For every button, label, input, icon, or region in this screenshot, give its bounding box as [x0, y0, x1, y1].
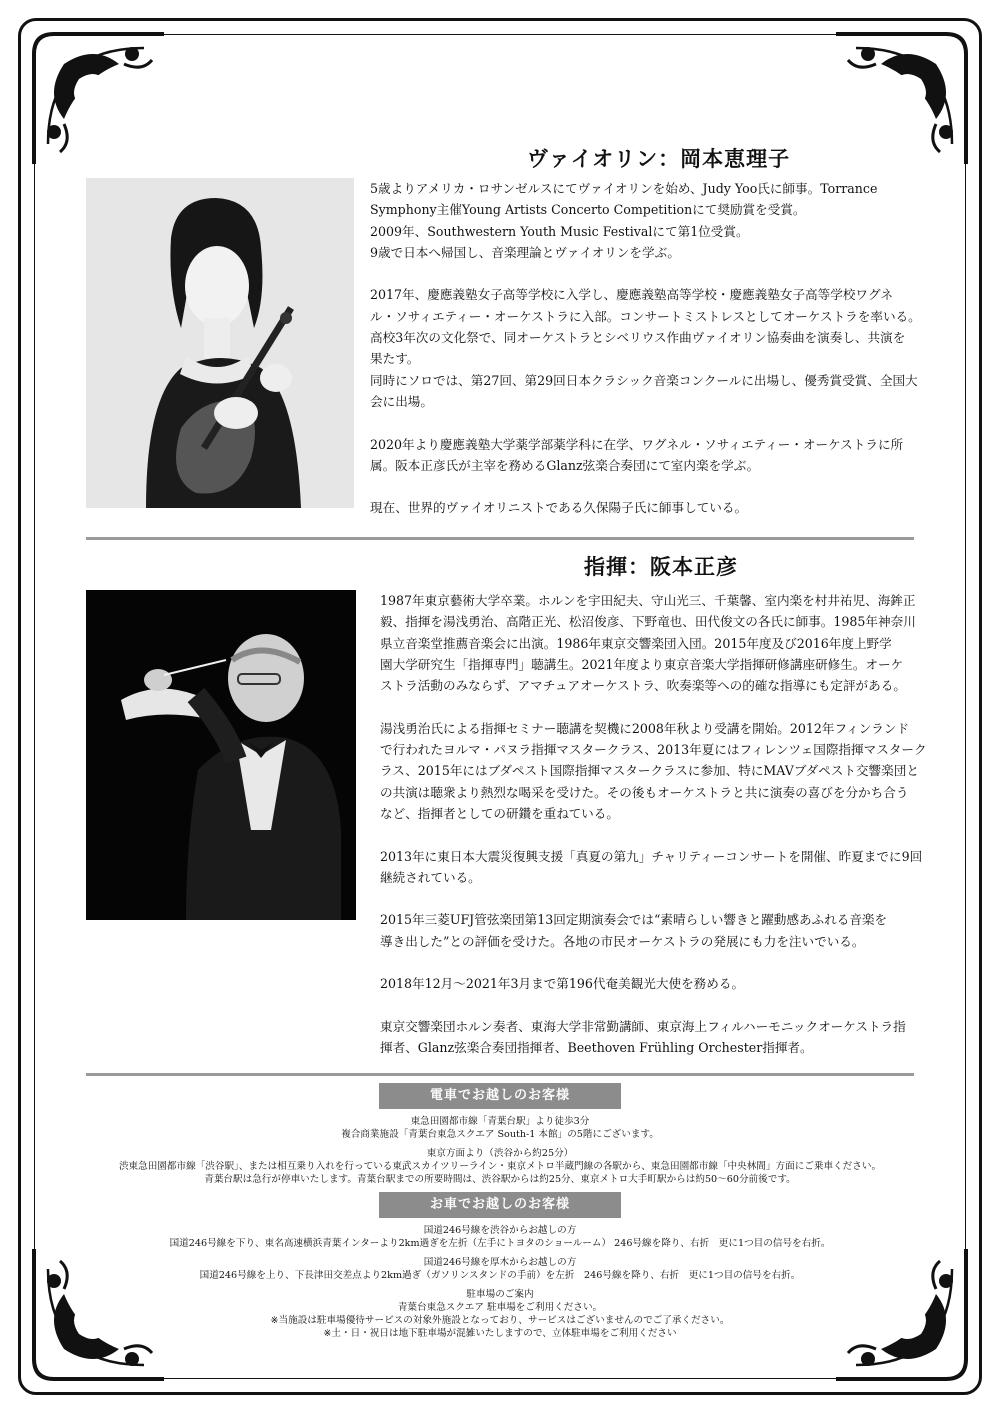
conductor-section-title: 指揮：阪本正彦	[584, 554, 738, 579]
section-divider	[86, 1073, 914, 1076]
train-access-badge: 電車でお越しのお客様	[379, 1083, 621, 1109]
parking-info: 駐車場のご案内 青葉台東急スクエア 駐車場をご利用ください。 ※当施設は駐車場優待サービスの対象外施設となっており、サービスはございませんのでご了承ください。 ※土・日・祝日は地下駐車場が混雑いたしますので、立体駐車場をご利用ください	[270, 1289, 730, 1339]
conductor-bio-paragraph: 東京交響楽団ホルン奏者、東海大学非常勤講師、東京海上フィルハーモニックオーケストラ指 揮者、Glanz弦楽合奏団指揮者、Beethoven Frühling Orchester指揮者。	[380, 1018, 906, 1056]
conductor-bio-paragraph: 2018年12月～2021年3月まで第196代奄美観光大使を務める。	[380, 976, 745, 992]
section-divider	[86, 537, 914, 540]
violin-bio-paragraph: 現在、世界的ヴァイオリニストである久保陽子氏に師事している。	[370, 500, 748, 516]
violin-bio-paragraph: 5歳よりアメリカ・ロサンゼルスにてヴァイオリンを始め、Judy Yoo氏に師事。Torrance Symphony主催Young Artists Concerto Competitionにて奨励賞を受賞。 2009年、Southwestern Youth Music Festivalにて第1位受賞。 9歳で日本へ帰国し、音楽理論とヴァイオリンを学ぶ。	[370, 181, 878, 260]
access-info	[60, 1083, 940, 1340]
violinist-photo	[86, 178, 354, 508]
violin-section-title: ヴァイオリン：岡本恵理子	[527, 146, 791, 171]
conductor-bio-paragraph: 2015年三菱UFJ管弦楽団第13回定期演奏会では“素晴らしい響きと躍動感あふれる音楽を 導き出した”との評価を受けた。各地の市民オーケストラの発展にも力を注いでいる。	[380, 912, 888, 949]
car-access-from-shibuya: 国道246号線を渋谷からお越しの方 国道246号線を下り、東名高速横浜青葉インターより2km過ぎを左折（左手にトヨタのショールーム） 246号線を降り、右折 更に1つ目の信号を右折。	[169, 1225, 831, 1249]
car-access-badge: お車でお越しのお客様	[379, 1192, 621, 1218]
conductor-photo	[86, 590, 356, 920]
train-access-from-tokyo: 東京方面より（渋谷から約25分） 渋東急田園都市線「渋谷駅」、または相互乗り入れを行っている東武スカイツリーライン・東京メトロ半蔵門線の各駅から、東急田園都市線「中央林間」方面にご乗車ください。 青葉台駅は急行が停車いたします。青葉台駅までの所要時間は、渋谷駅からは約25分、東京メトロ大手町駅からは約50～60分前後です。	[118, 1148, 882, 1185]
train-access-station: 東急田園都市線「青葉台駅」より徒歩3分 複合商業施設「青葉台東急スクエア South-1 本館」の5階にございます。	[341, 1116, 659, 1140]
violin-bio	[370, 178, 930, 519]
conductor-bio-paragraph: 2013年に東日本大震災復興支援「真夏の第九」チャリティーコンサートを開催、昨夏までに9回 継続されている。	[380, 848, 923, 885]
conductor-bio-paragraph: 湯浅勇治氏による指揮セミナー聴講を契機に2008年秋より受講を開始。2012年フィンランド で行われたヨルマ・パヌラ指揮マスタークラス、2013年夏にはフィレンツェ国際指揮マスターク ラス、2015年にはブダペスト国際指揮マスタークラスに参加、特にMAVブダペスト交響楽団と の共演は聴衆より熱烈な喝采を受けた。その後もオーケストラと共に演奏の喜びを分かち合う など、指揮者としての研鑽を重ねている。	[380, 720, 927, 821]
conductor-bio	[380, 590, 935, 1059]
violin-bio-paragraph: 2017年、慶應義塾女子高等学校に入学し、慶應義塾高等学校・慶應義塾女子高等学校ワグネ ル・ソサィエティー・オーケストラに入部。コンサートミストレスとしてオーケストラを率いる。 高校3年次の文化祭で、同オーケストラとシベリウス作曲ヴァイオリン協奏曲を演奏し、共演を 果たす。 同時にソロでは、第27回、第29回日本クラシック音楽コンクールに出場し、優秀賞受賞、全国大 会に出場。	[370, 287, 921, 409]
ornament-corner-top-right	[826, 24, 976, 174]
car-access-from-atsugi: 国道246号線を厚木からお越しの方 国道246号線を上り、下長津田交差点より2km過ぎ（ガソリンスタンドの手前）を左折 246号線を降り、右折 更に1つ目の信号を右折。	[199, 1257, 801, 1281]
violin-bio-paragraph: 2020年より慶應義塾大学薬学部薬学科に在学、ワグネル・ソサィエティー・オーケストラに所 属。阪本正彦氏が主宰を務めるGlanz弦楽合奏団にて室内楽を学ぶ。	[370, 436, 904, 473]
conductor-bio-paragraph: 1987年東京藝術大学卒業。ホルンを宇田紀夫、守山光三、千葉馨、室内楽を村井祐児、海鉾正 毅、指揮を湯浅勇治、高階正光、松沼俊彦、下野竜也、田代俊文の各氏に師事。1985年神奈川 県立音楽堂推薦音楽会に出演。1986年東京交響楽団入団。2015年度及び2016年度上野学 園大学研究生「指揮専門」聴講生。2021年度より東京音楽大学指揮研修講座研修生。オーケ ストラ活動のみならず、アマチュアオーケストラ、吹奏楽等への的確な指導にも定評がある。	[380, 593, 916, 694]
ornament-corner-top-left	[24, 24, 174, 174]
